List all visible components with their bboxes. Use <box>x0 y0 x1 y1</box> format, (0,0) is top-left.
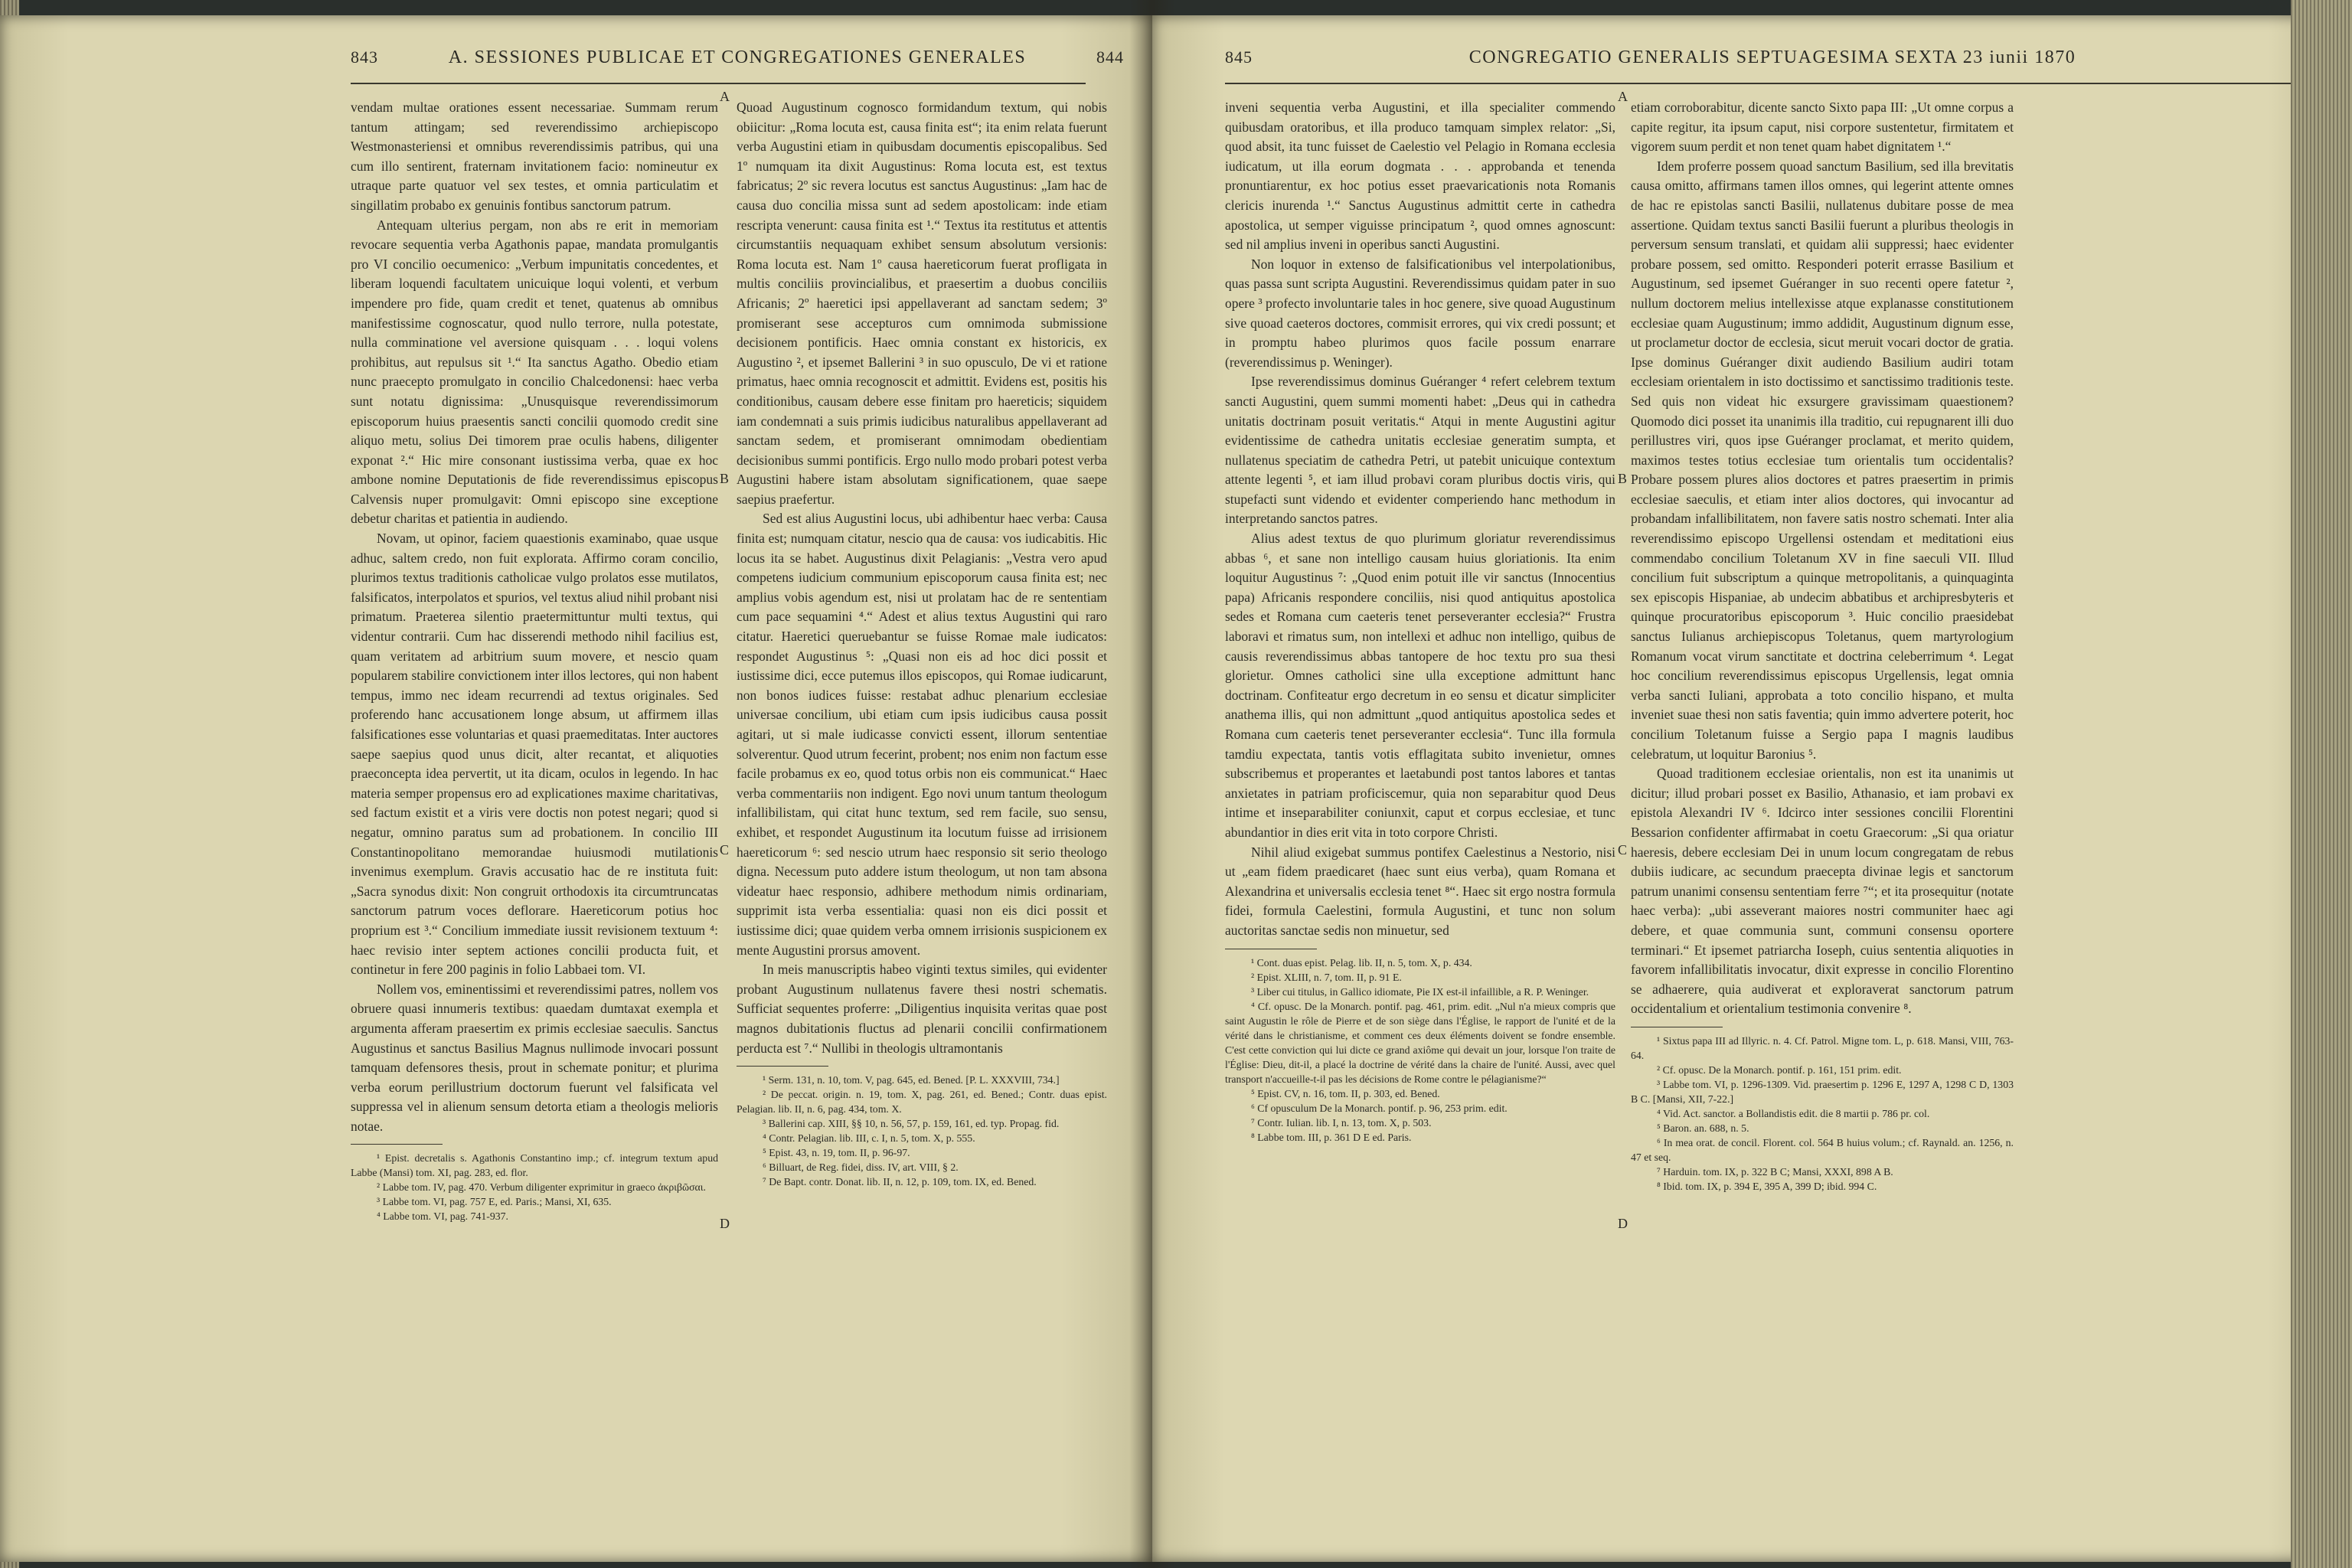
margin-marker: C <box>720 842 730 858</box>
paragraph: Quoad traditionem ecclesiae orientalis, non est ita unanimis ut dicitur; illud probari posset ex Basilio, Athanasio, et iam probavi ex epistola Alexandri IV ⁶. Idcirco inter sessiones concilii Florentini Bessarion confidenter affirmabat in coetu Graecorum: „Si qua oriatur haeresis, debere ecclesiam Dei in unum locum congregatam de rebus dubiis iudicare, ac secundum praecepta divinae legis et sanctorum patrum unanimi consensu sententiam ferre ⁷“; et ita prosequitur (notate haec verba): „ubi asseverant maiores nostri communiter haec agi debere, et quae communia sunt, communi consensu oportere terminari.“ Et ipsemet patriarcha Ioseph, cuius sententia aliquoties in favorem infallibilitatis invocatur, dixit expresse in concilio Florentino se adhaerere, quia audiverat et exploraverat sanctorum patrum occidentalium et orientalium testimonia convenire ⁸. <box>1631 766 2014 1017</box>
book-edge-right <box>2291 0 2352 1568</box>
footnote: ⁵ Baron. an. 688, n. 5. <box>1657 1122 1749 1134</box>
footnote: ⁶ Cf opusculum De la Monarch. pontif. p. 96, 253 prim. edit. <box>1251 1102 1508 1114</box>
paragraph: Novam, ut opinor, faciem quaestionis examinabo, quae usque adhuc, saltem credo, non fuit explorata. Affirmo coram concilio, plurimos textus traditionis catholicae vulgo prolatos esse mutilatos, falsificatos, interpolatos et spurios, vel textus aliud nihil probant nisi primatum. Praeterea silentio praetermittuntur multi textus, qui videntur contrarii. Cum hac disserendi methodo nihil facilius est, quam veritatem ad arbitrium suum movere, et nescio quam popularem stabilire convictionem inter illos lectores, qui non habent tempus, immo nec ideam recurrendi ad textus originales. Sed proferendo hanc accusationem longe absum, ut affirmem illas falsificationes esse voluntarias et quasi praemeditatas. Inter auctores saepe saepius quod unus dicit, alter recantat, et aliquoties praeconcepta idea pervertit, ut ita dicam, oculos in legendo. In hac materia semper propensus ero ad explicationes maxime charitativas, sed factum existit et a viris vere doctis non potest negari; quod si negatur, omnino paratus sum ad probationem. In concilio III Constantinopolitano memorandae huiusmodi mutilationis invenimus exemplum. Gravis accusatio hac de re instituta fuit: „Sacra synodus dixit: Non congruit orthodoxis ita circumtruncatas sanctorum patrum voces deflorare. Haereticorum potius hoc proprium est ³.“ Concilium immediate iussit revisionem textuum ⁴: haec revisio inter septem actiones concilii producta fuit, et continetur in fere 200 paginis in folio Labbaei tom. VI. <box>351 531 718 978</box>
footnote: ¹ Serm. 131, n. 10, tom. V, pag. 645, ed. Bened. [P. L. XXXVIII, 734.] <box>763 1074 1060 1086</box>
footnote: ⁴ Contr. Pelagian. lib. III, c. I, n. 5, tom. X, p. 555. <box>763 1132 975 1145</box>
paragraph: Antequam ulterius pergam, non abs re erit in memoriam revocare sequentia verba Agathonis papae, mandata promulgantis pro VI concilio oecumenico: „Verbum impunitatis concedentes, et liberam loquendi facultatem unicuique loqui volenti, et verbum impendere pro fide, quam credit et tenet, quatenus ab omnibus manifestissime cognoscatur, quod nullo terrore, nulla potestate, nulla comminatione vel aversione quisquam . . . loqui volens prohibitus, aut repulsus sit ¹.“ Ita sanctus Agatho. Obedio etiam nunc praecepto promulgato in concilio Chalcedonensi: haec verba sunt notatu dignissima: „Unusquisque reverendissimorum episcoporum huius praesentis sancti concilii quomodo credit sine aliquo metu, solius Dei timorem prae oculis habens, diligenter exponat ².“ Hic mire consonant iustissima verba, quae ex hoc ambone nomine Deputationis de fide reverendissimus episcopus Calvensis nuper promulgavit: Omni episcopo sine exceptione debetur charitas et patientia in audiendo. <box>351 217 718 527</box>
page-number: 845 <box>1225 47 1253 67</box>
paragraph: Alius adest textus de quo plurimum gloriatur reverendissimus abbas ⁶, et sane non intelligo causam huius gloriationis. Ita enim loquitur Augustinus ⁷: „Quod enim potuit ille vir sanctus (Innocentius papa) Africanis respondere conciliis, nisi quod antiquitus apostolica sedes et Romana cum caeteris tenet perseveranter ecclesia?“ Frustra laboravi et rimatus sum, non intellexi et adhuc non intelligo, quibus de causis reverendissimus abbas tantopere de hoc textu pro sua thesi glorietur. Omnes catholici sine ulla exceptione admittunt hanc doctrinam. Confiteatur ergo decretum in eo sensu et dicatur simpliciter anathema illis, qui non admittunt „quod antiquitus apostolica sedes et Romana cum caeteris tenet perseveranter ecclesia“. Tunc illa formula tamdiu expectata, tantis votis efflagitata subito invenietur, omnes subscribemus et properantes et laetabundi post tantos labores et tantas anxietates in patriam proficiscemur, quia non separabitur quod Deus intime et inseparabiliter coniunxit, caput et corpus ecclesiae, et tunc abundantior in dies erit vita in toto corpore Christi. <box>1225 531 1615 840</box>
page-number: 844 <box>1096 47 1124 67</box>
margin-marker: D <box>720 1216 730 1231</box>
paragraph: Nollem vos, eminentissimi et reverendissimi patres, nollem vos obruere quasi innumeris textibus: quaedam dumtaxat exempla et argumenta afferam praesertim ex primis ecclesiae saeculis. Sanctus Augustinus et sanctus Basilius Magnus nullimode invocari possunt tamquam defensores thesis, prout in schemate ponitur; et plurima verba eorum perillustrium doctorum fuerunt vel falsificata vel suppressa vel in alienum sensum detorta etiam a theologis melioris notae. <box>351 981 718 1134</box>
footnote: ⁵ Epist. 43, n. 19, tom. II, p. 96-97. <box>763 1147 910 1159</box>
footnote: ¹ Cont. duas epist. Pelag. lib. II, n. 5, tom. X, p. 434. <box>1251 956 1472 969</box>
footnote: ⁸ Labbe tom. III, p. 361 D E ed. Paris. <box>1251 1131 1412 1143</box>
header-rule <box>1225 83 2320 84</box>
footnote: ³ Labbe tom. VI, pag. 757 E, ed. Paris.; Mansi, XI, 635. <box>377 1196 612 1208</box>
paragraph: etiam corroborabitur, dicente sancto Sixto papa III: „Ut omne corpus a capite regitur, ita ipsum caput, nisi corpore sustentetur, firmitatem et vigorem suum perdit et non tenet quam habet dignitatem ¹.“ <box>1631 100 2014 155</box>
header-rule <box>351 83 1086 84</box>
right-column-1 <box>1225 98 1615 1145</box>
running-title: CONGREGATIO GENERALIS SEPTUAGESIMA SEXTA 23 iunii 1870 <box>1468 47 2076 67</box>
page-number: 843 <box>351 47 378 67</box>
footnote: ⁶ Billuart, de Reg. fidei, diss. IV, art. VIII, § 2. <box>763 1161 959 1174</box>
paragraph: Idem proferre possem quoad sanctum Basilium, sed illa brevitatis causa omitto, affirmans tamen illos omnes, qui legerint attente omnes de hac re epistolas sancti Basilii, nullatenus dubitare posse de mea assertione. Quidam textus sancti Basilii fuerunt a pluribus theologis in perversum sensum translati, et quidam alii suppressi; haec evidenter probare possem, sed omitto. Responderi poterit errasse Basilium et Augustinum, sed ipsemet Guéranger in suo recenti opere fatetur ², nullum doctorem melius intellexisse atque explanasse constitutionem ecclesiae quam Augustinum; immo addidit, Augustinum dignum esse, ut proclametur doctor de ecclesia, sicut meruit vocari doctor de gratia. Ipse dominus Guéranger dixit audiendo Basilium audiri totam ecclesiam orientalem in isto doctissimo et sanctissimo traditionis teste. Sed quis non videat hic exsurgere gravissimam quaestionem? Quomodo dici posset ita unanimis illa traditio, cui repugnarent illi duo perillustres viri, quos ipse Guéranger proclamat, et merito quidem, maximos testes totius ecclesiae tum orientalis tum occidentalis? Probare possem plures alios doctores et patres praesertim in primis ecclesiae saeculis, et etiam inter alios doctores, qui invocantur ad probandam infallibilitatem, non favere satis nostro schemati. Inter alia reverendissimo episcopo Urgellensi ostendam et meditationi eius commendabo concilium Toletanum XV in fine saeculi VII. Illud concilium fuit subscriptum a quinque metropolitanis, a quinquaginta sex episcopis Hispaniae, ab undecim abbatibus et archipresbyteris et quinque procuratoribus episcoporum ³. Huic concilio praesidebat sanctus Iulianus archiepiscopus Toletanus, quem martyrologium Romanum vocat virum sanctitate et doctrina celeberrimum ⁴. Legat hoc concilium reverendissimus episcopus Urgellensis, legat omnia verba sancti Iuliani, approbata a toto concilio hispano, et multa inveniet suae thesi non satis faventia; quin immo advertere poterit, hoc concilium Toletanum fuisse a Sergio papa I magnis laudibus celebratum, ut loquitur Baronius ⁵. <box>1631 158 2014 762</box>
footnote: ⁶ In mea orat. de concil. Florent. col. 564 B huius volum.; cf. Raynald. an. 1256, n. 47 et seq. <box>1631 1136 2014 1163</box>
footnote: ² Labbe tom. IV, pag. 470. Verbum diligenter exprimitur in graeco ἀκριβῶσαι. <box>377 1181 706 1194</box>
footnote: ² De peccat. origin. n. 19, tom. X, pag. 261, ed. Bened.; Contr. duas epist. Pelagian. lib. II, n. 6, pag. 434, tom. X. <box>737 1089 1107 1116</box>
margin-marker: B <box>720 471 730 486</box>
footnote: ³ Liber cui titulus, in Gallico idiomate, Pie IX est-il infaillible, a R. P. Weninger. <box>1251 985 1589 998</box>
footnote: ⁴ Vid. Act. sanctor. a Bollandistis edit. die 8 martii p. 786 pr. col. <box>1657 1107 1930 1119</box>
paragraph: Nihil aliud exigebat summus pontifex Caelestinus a Nestorio, nisi ut „eam fidem praedicaret (haec sunt eius verba), quam Romana et Alexandrina et universalis ecclesia tenet ⁸“. Haec sit ergo nostra formula fidei, formula Caelestini, formula Augustini, et tunc non solum auctoritas sanctae sedis non minuetur, sed <box>1225 844 1615 938</box>
footnote: ⁸ Ibid. tom. IX, p. 394 E, 395 A, 399 D; ibid. 994 C. <box>1657 1180 1877 1192</box>
footnote-rule <box>737 1066 828 1067</box>
footnote: ³ Ballerini cap. XIII, §§ 10, n. 56, 57, p. 159, 161, ed. typ. Propag. fid. <box>763 1118 1060 1130</box>
footnote: ⁴ Labbe tom. VI, pag. 741-937. <box>377 1210 509 1223</box>
margin-marker: B <box>1618 471 1628 486</box>
margin-marker: C <box>1618 842 1628 858</box>
footnote: ² Cf. opusc. De la Monarch. pontif. p. 161, 151 prim. edit. <box>1657 1063 1902 1076</box>
footnote: ⁵ Epist. CV, n. 16, tom. II, p. 303, ed. Bened. <box>1251 1087 1440 1099</box>
paragraph: In meis manuscriptis habeo viginti textus similes, qui evidenter probant Augustinum nullatenus favere thesi nostri schematis. Sufficiat sequentes proferre: „Diligentius inquisita veritas quae post magnos dubitationis fluctus ad plenarii concilii confirmationem perducta est ⁷.“ Nullibi in theologis ultramontanis <box>737 962 1107 1056</box>
right-page <box>1152 15 2352 1562</box>
right-page-header <box>1225 47 2320 78</box>
footnote: ¹ Sixtus papa III ad Illyric. n. 4. Cf. Patrol. Migne tom. L, p. 618. Mansi, VIII, 763-64. <box>1631 1034 2014 1061</box>
margin-marker: A <box>720 89 730 104</box>
right-column-2 <box>1631 98 2014 1194</box>
paragraph: vendam multae orationes essent necessariae. Summam rerum tantum attingam; sed reverendissimo archiepiscopo Westmonasteriensi et omnibus reverendissimis patribus, qui una cum illo sentirent, fraternam invitationem facio: nomineutur ex utraque parte quatuor vel sex testes, et omnia particulatim et singillatim probabo ex genuinis fontibus sanctorum patrum. <box>351 100 718 213</box>
paragraph: Sed est alius Augustini locus, ubi adhibentur haec verba: Causa finita est; numquam citatur, nescio qua de causa: vos iudicabitis. Hic locus ita se habet. Augustinus dixit Pelagianis: „Vestra vero apud competens iudicium communium episcoporum causa finita est; nec amplius vobis agendum est, nisi ut prolatam hac de re sententiam cum pace sequamini ⁴.“ Adest et alius textus Augustini qui raro citatur. Haeretici queruebantur se fuisse Romae male iudicatos: respondet Augustinus ⁵: „Quasi non eis ad hoc dici possit et iustissime dici, ecce putemus illos episcopos, qui Romae iudicarunt, non bonos iudices fuisse: restabat adhuc plenarium ecclesiae universae concilium, ubi etiam cum ipsis iudicibus causa possit agitari, ut si male iudicasse convicti essent, illorum sententiae solverentur. Quod utrum fecerint, probent; nos enim non factum esse facile probamus ex eo, quod totus orbis non eis communicat.“ Haec verba commentariis non indigent. Ego novi unum tantum theologum infallibilistam, qui citat hunc textum, sed rem facile, suo sensu, exhibet, et respondet Augustinum ita locutum fuisse ad irrisionem haereticorum ⁶: sed nescio utrum haec responsio sit serio theologo digna. Necessum puto addere istum theologum, ut non tam absona videatur haec responsio, adhibere methodum nimis ordinariam, supprimit ista verba essentialia: quasi non eis dici possit et iustissime dici; quae quidem verba omnem irrisionis suspicionem ex mente Augustini prorsus amovent. <box>737 511 1107 958</box>
left-page <box>0 15 1152 1562</box>
footnote: ⁷ Harduin. tom. IX, p. 322 B C; Mansi, XXXI, 898 A B. <box>1657 1165 1893 1178</box>
paragraph: Quoad Augustinum cognosco formidandum textum, qui nobis obiicitur: „Roma locuta est, causa finita est“; ita enim relata fuerunt verba Augustini etiam in quibusdam documentis episcopalibus. Sed 1º numquam ita dixit Augustinus: Roma locuta est, est textus fabricatus; 2º sic revera locutus est sanctus Augustinus: „Iam hac de causa duo concilia missa sunt ad sedem apostolicam: inde etiam rescripta venerunt: causa finita est ¹.“ Textus ita restitutus et attentis circumstantiis nequaquam exhibet sensum absolutum versionis: Roma locuta est. Nam 1º causa haereticorum fuerat profligata in multis conciliis provincialibus, et praesertim a duobus conciliis Africanis; 2º haeretici ipsi appellaverant ad sanctam sedem; 3º promiserant sese accepturos cum omnimoda submissione decisionem pontificis. Haec omnia constant ex historicis, ex Augustino ², et ipsemet Ballerini ³ in suo opusculo, De vi et ratione primatus, haec omnia recognoscit et admittit. Evidens est, positis his conditionibus, causam debere esse finitam pro haereticis; siquidem iam condemnati a suis primis iudicibus naturalibus appellaverant ad sanctam sedem, et promiserant omnimodam obedientiam decisionibus summi pontificis. Ergo nullo modo probari potest verba Augustini habere istam absolutam significationem, quae saepe saepius praefertur. <box>737 100 1107 507</box>
footnote: ² Epist. XLIII, n. 7, tom. II, p. 91 E. <box>1251 971 1402 983</box>
footnote: ³ Labbe tom. VI, p. 1296-1309. Vid. praesertim p. 1296 E, 1297 A, 1298 C D, 1303 B C. [Mansi, XII, 7-22.] <box>1631 1078 2014 1105</box>
footnote: ⁷ Contr. Iulian. lib. I, n. 13, tom. X, p. 503. <box>1251 1116 1432 1129</box>
margin-marker: D <box>1618 1216 1628 1231</box>
left-column-1 <box>351 98 718 1223</box>
margin-marker: A <box>1618 89 1628 104</box>
left-column-2 <box>737 98 1107 1189</box>
paragraph: Non loquor in extenso de falsificationibus vel interpolationibus, quas passa sunt scripta Augustini. Reverendissimus quidam pater in suo opere ³ profecto involuntarie tales in hoc genere, sive quoad Augustinum sive quoad caeteros doctores, commisit errores, qui vix credi possunt; et in promptu habeo plurimos quos facile possum enarrare (reverendissimus p. Weninger). <box>1225 256 1615 370</box>
footnote: ⁷ De Bapt. contr. Donat. lib. II, n. 12, p. 109, tom. IX, ed. Bened. <box>763 1176 1037 1188</box>
footnote-rule <box>351 1144 443 1145</box>
footnote: ¹ Epist. decretalis s. Agathonis Constantino imp.; cf. integrum textum apud Labbe (Mansi) tom. XI, pag. 283, ed. flor. <box>351 1152 718 1179</box>
paragraph: inveni sequentia verba Augustini, et illa specialiter commendo quibusdam oratoribus, et illa produco tamquam simplex relator: „Si, quod absit, ita tunc fuisset de Caelestio vel Pelagio in Romana ecclesia iudicatum, ut illa eorum dogmata . . . approbanda et tenenda pronuntiarentur, ex hoc potius esset praevaricationis nota Romanis clericis inurenda ¹.“ Sanctus Augustinus admittit certe in cathedra apostolica, ut semper viguisse principatum ², quod omnes agnoscunt: sed nil amplius inveni in operibus sancti Augustini. <box>1225 100 1615 253</box>
paragraph: Ipse reverendissimus dominus Guéranger ⁴ refert celebrem textum sancti Augustini, quem summi momenti habet: „Deus qui in cathedra unitatis doctrinam posuit veritatis.“ Atqui in mente Augustini agitur evidentissime de cathedra unitatis ecclesiae generatim sumpta, et nullatenus speciatim de cathedra Petri, ut patebit unicuique contextum attente legenti ⁵, et iam illud probavi coram pluribus doctis viris, qui stupefacti sunt videndo et evidenter comperiendo hanc methodum in interpretando sanctos patres. <box>1225 374 1615 527</box>
footnote: ⁴ Cf. opusc. De la Monarch. pontif. pag. 461, prim. edit. „Nul n'a mieux compris que saint Augustin le rôle de Pierre et de son siège dans l'Église, le rapport de l'unité et de la vérité dans le christianisme, et comment ces deux éléments doivent se fondre ensemble. C'est cette conviction qui lui dicte ce grand axiôme qui devait un jour, lorsque l'on traite de l'Église: Dieu, dit-il, a placé la doctrine de vérité dans la chaire de l'unité. Aussi, avec quel transport n'accueille-t-il pas les décisions de Rome contre le pélagianisme?“ <box>1225 1000 1615 1085</box>
left-page-header <box>351 47 1124 78</box>
running-title: A. SESSIONES PUBLICAE ET CONGREGATIONES GENERALES <box>448 47 1027 67</box>
